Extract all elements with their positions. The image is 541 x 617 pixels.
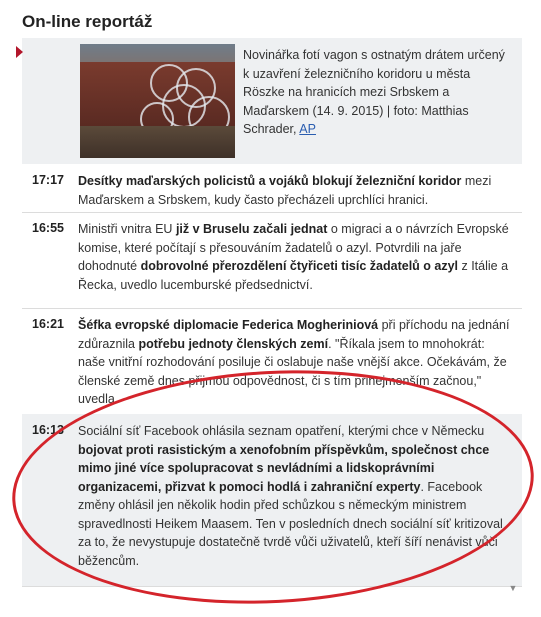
report-entry xyxy=(22,212,522,309)
entry-segment: mezi Maďarskem a Srbskem, kudy často přecházeli uprchlíci hranici. xyxy=(78,174,492,207)
entry-segment: Ministři vnitra EU xyxy=(78,222,176,236)
report-entry xyxy=(22,414,522,587)
entry-text xyxy=(78,316,514,409)
triangle-right-icon xyxy=(16,46,23,58)
entry-highlight: Šéfka evropské diplomacie Federica Mogheriniová xyxy=(78,318,379,332)
entry-time: 16:21 xyxy=(32,317,64,331)
report-entry xyxy=(22,164,522,213)
entry-text xyxy=(78,220,514,294)
entry-text xyxy=(78,172,514,209)
section-title: On-line reportáž xyxy=(22,12,153,31)
ground xyxy=(80,126,235,158)
entry-segment: z Itálie a Řecka, uvedlo lucemburské předsednictví. xyxy=(78,259,509,292)
entry-segment: o migraci a o návrzích Evropské komise, které počítají s přesouváním žadatelů o azyl. Potvrdili na jaře dohodnuté xyxy=(78,222,509,273)
entry-highlight: bojovat proti rasistickým a xenofobním příspěvkům, společnost chce mimo jiné více spolupracovat s nevládními a lidskoprávními organizacemi, přizvat k pomoci hodlá i zahraniční experty xyxy=(78,442,490,494)
section-header xyxy=(22,10,522,41)
entry-segment: při příchodu na jednání zdůraznila xyxy=(78,318,510,351)
entry-time: 16:55 xyxy=(32,221,64,235)
entry-segment: Sociální síť Facebook ohlásila seznam opatření, kterými chce v Německu xyxy=(78,424,485,438)
entry-time: 16:13 xyxy=(32,423,64,437)
credit-link[interactable]: AP xyxy=(299,122,316,136)
entry-highlight: již v Bruselu začali jednat xyxy=(175,222,328,236)
entry-segment: . Facebook změny ohlásil jen několik hodin před schůzkou s německým ministrem spravedlnosti Heikem Maasem. Ten v posledních dnech sociální síť kritizoval za to, že nevystupuje dostatečně tvrdě vůči uživatelů, kteří šíří nenávist vůči běžencům. xyxy=(78,479,503,568)
lead-photo-box xyxy=(22,38,522,164)
entry-highlight: dobrovolné přerozdělení čtyřiceti tisíc žadatelů o azyl xyxy=(140,259,459,273)
report-entry xyxy=(22,308,522,415)
entry-time: 17:17 xyxy=(32,173,64,187)
entry-text xyxy=(78,422,514,570)
entry-highlight: potřebu jednoty členských zemí xyxy=(138,336,329,351)
lead-caption xyxy=(243,46,513,139)
scroll-down-icon[interactable]: ▼ xyxy=(508,583,518,593)
entry-segment: . "Říkala jsem to mnohokrát: naše vnitřní rozhodování posiluje či oslabuje naše vnější akce. Očekávám, že členské země dnes přijmou odpovědnost, či s tím přinejmenším začnou," uvedla. xyxy=(78,336,507,406)
caption-text: Novinářka fotí vagon s ostnatým drátem určený k uzavření železničního koridoru u města Röszke na hranicích mezi Srbskem a Maďarskem (14. 9. 2015) | foto: Matthias Schrader, xyxy=(243,48,505,136)
entry-highlight: Desítky maďarských policistů a vojáků blokují železniční koridor xyxy=(78,174,462,188)
lead-photo[interactable] xyxy=(80,44,235,158)
